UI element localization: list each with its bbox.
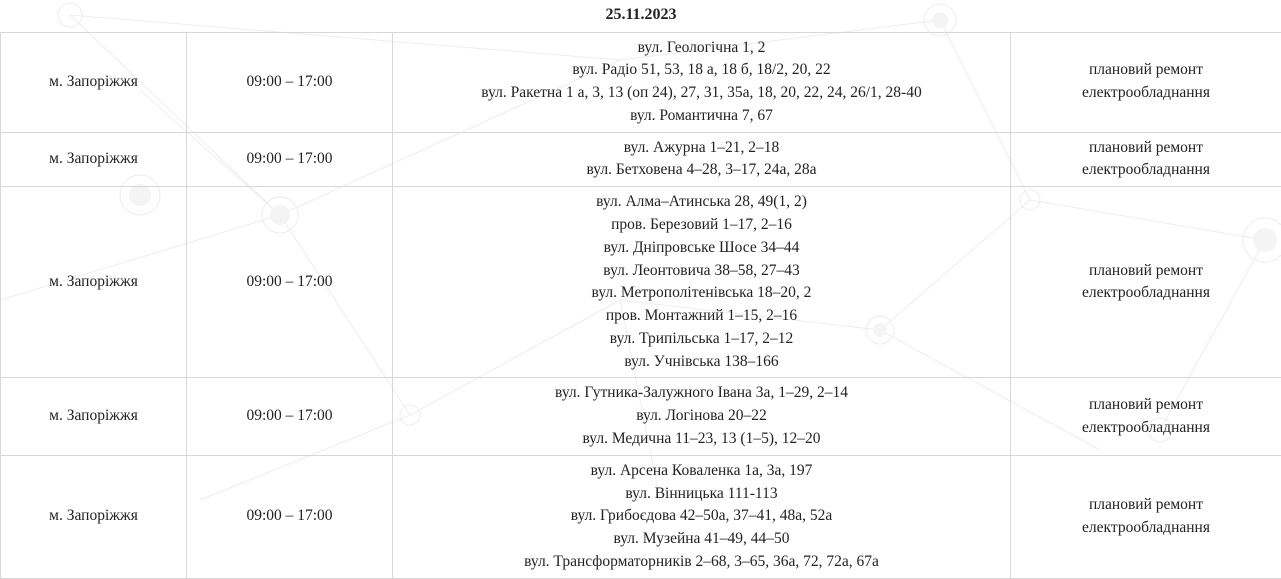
address-line: вул. Трипільська 1–17, 2–12 [399, 328, 1004, 351]
cell-addresses [393, 132, 1011, 187]
cell-reason [1011, 455, 1281, 578]
cell-addresses [393, 187, 1011, 378]
cell-reason [1011, 378, 1281, 455]
cell-time: 09:00 – 17:00 [187, 455, 393, 578]
cell-time: 09:00 – 17:00 [187, 32, 393, 132]
cell-reason [1011, 132, 1281, 187]
reason-line: електрообладнання [1017, 417, 1275, 440]
table-row [1, 378, 1281, 455]
address-line: вул. Метрополітенівська 18–20, 2 [399, 282, 1004, 305]
cell-city: м. Запоріжжя [1, 132, 187, 187]
address-line: вул. Алма–Атинська 28, 49(1, 2) [399, 191, 1004, 214]
cell-reason [1011, 32, 1281, 132]
address-line: вул. Дніпровське Шосе 34–44 [399, 237, 1004, 260]
address-line: вул. Грибоєдова 42–50а, 37–41, 48а, 52а [399, 505, 1004, 528]
reason-line: плановий ремонт [1017, 59, 1275, 82]
address-line: пров. Березовий 1–17, 2–16 [399, 214, 1004, 237]
cell-time: 09:00 – 17:00 [187, 378, 393, 455]
date-header-row [1, 0, 1281, 32]
table-row [1, 32, 1281, 132]
date-header: 25.11.2023 [1, 0, 1281, 32]
address-line: вул. Леонтовича 38–58, 27–43 [399, 260, 1004, 283]
address-line: вул. Бетховена 4–28, 3–17, 24а, 28а [399, 159, 1004, 182]
address-line: вул. Гутника-Залужного Івана 3а, 1–29, 2–14 [399, 382, 1004, 405]
cell-addresses [393, 32, 1011, 132]
address-line: вул. Вінницька 111-113 [399, 483, 1004, 506]
table-body [1, 0, 1281, 578]
reason-line: електрообладнання [1017, 159, 1275, 182]
cell-time: 09:00 – 17:00 [187, 187, 393, 378]
reason-line: електрообладнання [1017, 282, 1275, 305]
cell-addresses [393, 378, 1011, 455]
cell-city: м. Запоріжжя [1, 187, 187, 378]
address-line: вул. Медична 11–23, 13 (1–5), 12–20 [399, 428, 1004, 451]
cell-reason [1011, 187, 1281, 378]
cell-city: м. Запоріжжя [1, 32, 187, 132]
reason-line: плановий ремонт [1017, 394, 1275, 417]
address-line: вул. Логінова 20–22 [399, 405, 1004, 428]
address-line: вул. Романтична 7, 67 [399, 105, 1004, 128]
reason-line: електрообладнання [1017, 82, 1275, 105]
reason-line: плановий ремонт [1017, 137, 1275, 160]
cell-time: 09:00 – 17:00 [187, 132, 393, 187]
reason-line: електрообладнання [1017, 517, 1275, 540]
address-line: вул. Учнівська 138–166 [399, 351, 1004, 374]
address-line: вул. Ажурна 1–21, 2–18 [399, 137, 1004, 160]
cell-addresses [393, 455, 1011, 578]
table-row [1, 132, 1281, 187]
reason-line: плановий ремонт [1017, 494, 1275, 517]
address-line: вул. Музейна 41–49, 44–50 [399, 528, 1004, 551]
address-line: пров. Монтажний 1–15, 2–16 [399, 305, 1004, 328]
table-row [1, 455, 1281, 578]
cell-city: м. Запоріжжя [1, 378, 187, 455]
cell-city: м. Запоріжжя [1, 455, 187, 578]
table-row [1, 187, 1281, 378]
address-line: вул. Геологічна 1, 2 [399, 37, 1004, 60]
reason-line: плановий ремонт [1017, 260, 1275, 283]
address-line: вул. Трансформаторників 2–68, 3–65, 36а, 72, 72а, 67а [399, 551, 1004, 574]
address-line: вул. Ракетна 1 а, 3, 13 (оп 24), 27, 31, 35а, 18, 20, 22, 24, 26/1, 28-40 [399, 82, 1004, 105]
address-line: вул. Радіо 51, 53, 18 а, 18 б, 18/2, 20, 22 [399, 59, 1004, 82]
address-line: вул. Арсена Коваленка 1а, 3а, 197 [399, 460, 1004, 483]
